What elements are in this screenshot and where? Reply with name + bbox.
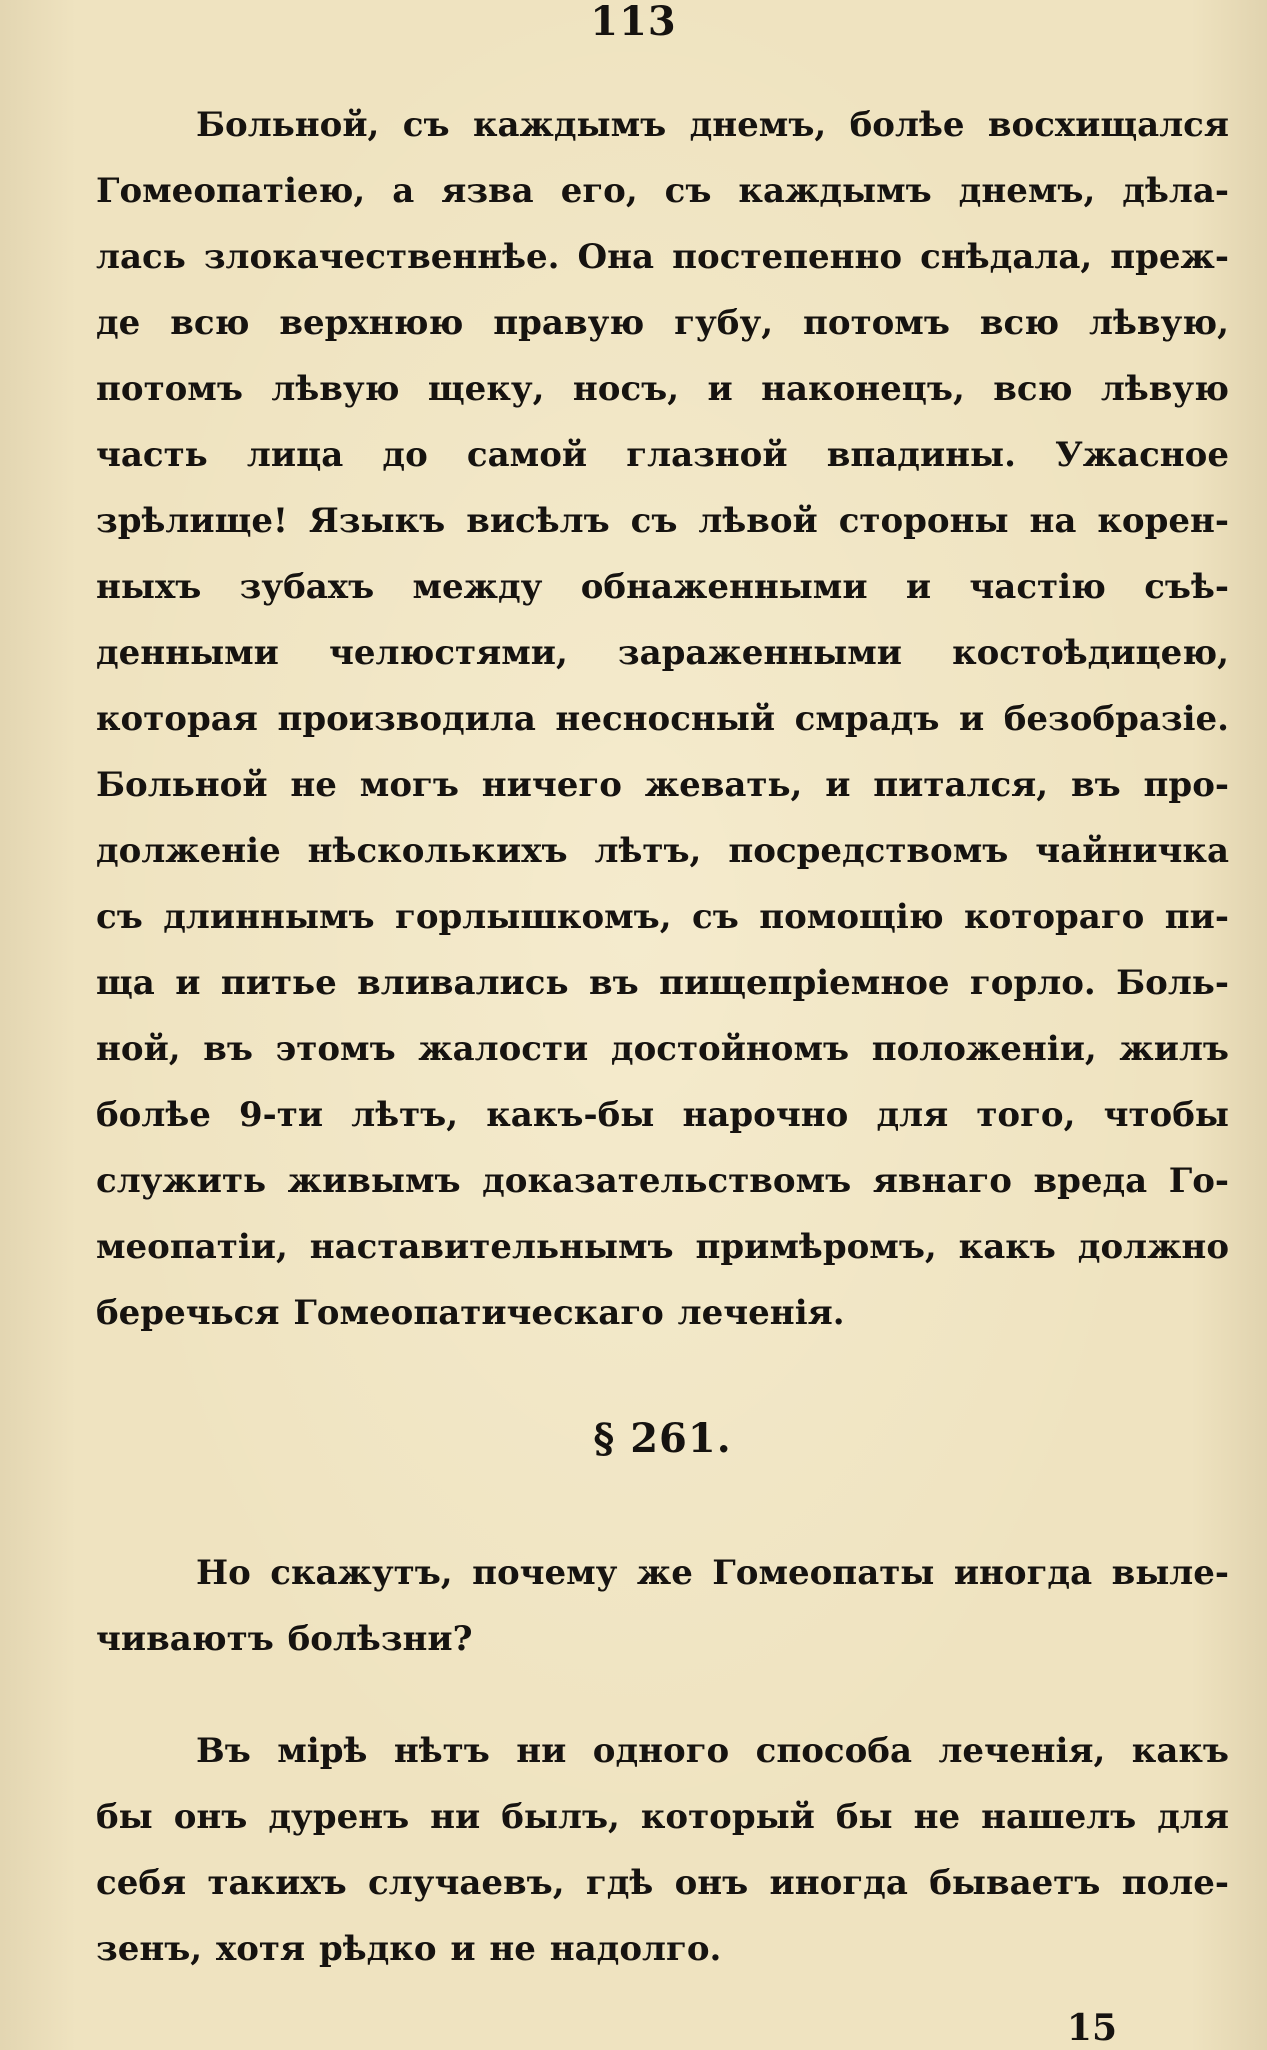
section-heading: § 261. [593,1415,732,1462]
page-content [96,92,1229,1982]
text-line: Гомеопатіею, а язва его, съ каждымъ днемъ, дѣла- [96,171,1229,211]
text-line: Но скажутъ, почему же Гомеопаты иногда выле- [196,1553,1229,1593]
text-line: Больной, съ каждымъ днемъ, болѣе восхищался [196,105,1229,145]
text-line: чиваютъ болѣзни? [96,1619,473,1659]
paragraph-3 [96,1718,1229,1982]
paragraph-2 [96,1540,1229,1672]
text-line: бы онъ дуренъ ни былъ, который бы не нашелъ для [96,1797,1229,1837]
text-line: часть лица до самой глазной впадины. Ужасное [96,435,1229,475]
text-line: ной, въ этомъ жалости достойномъ положеніи, жилъ [96,1029,1229,1069]
text-line: которая производила несносный смрадъ и безобразіе. [96,699,1229,739]
text-line: себя такихъ случаевъ, гдѣ онъ иногда бываетъ поле- [96,1863,1229,1903]
text-line: Въ мірѣ нѣтъ ни одного способа леченія, какъ [196,1731,1229,1771]
text-line: долженіе нѣсколькихъ лѣтъ, посредствомъ чайничка [96,831,1229,871]
text-line: ща и питье вливались въ пищепріемное горло. Боль- [96,963,1229,1003]
text-line: денными челюстями, зараженными костоѣдицею, [96,633,1229,673]
text-line: съ длиннымъ горлышкомъ, съ помощію котораго пи- [96,897,1229,937]
text-line: де всю верхнюю правую губу, потомъ всю лѣвую, [96,303,1229,343]
text-line: болѣе 9-ти лѣтъ, какъ-бы нарочно для того, чтобы [96,1095,1229,1135]
spacer [96,1492,1229,1540]
text-line: лась злокачественнѣе. Она постепенно снѣдала, преж- [96,237,1229,277]
spacer [96,1346,1229,1386]
text-line: потомъ лѣвую щеку, носъ, и наконецъ, всю лѣвую [96,369,1229,409]
spacer [96,1672,1229,1718]
text-line: беречься Гомеопатическаго леченія. [96,1293,845,1333]
signature-mark: 15 [1066,2007,1117,2049]
paragraph-1 [96,92,1229,1346]
text-line: меопатіи, наставительнымъ примѣромъ, какъ должно [96,1227,1229,1267]
text-line: ныхъ зубахъ между обнаженными и частію съѣ- [96,567,1229,607]
text-line: зенъ, хотя рѣдко и не надолго. [96,1929,722,1969]
text-line: Больной не могъ ничего жевать, и питался, въ про- [96,765,1229,805]
text-line: служить живымъ доказательствомъ явнаго вреда Го- [96,1161,1229,1201]
text-line: зрѣлище! Языкъ висѣлъ съ лѣвой стороны на корен- [96,501,1229,541]
page-number: 113 [590,0,677,45]
